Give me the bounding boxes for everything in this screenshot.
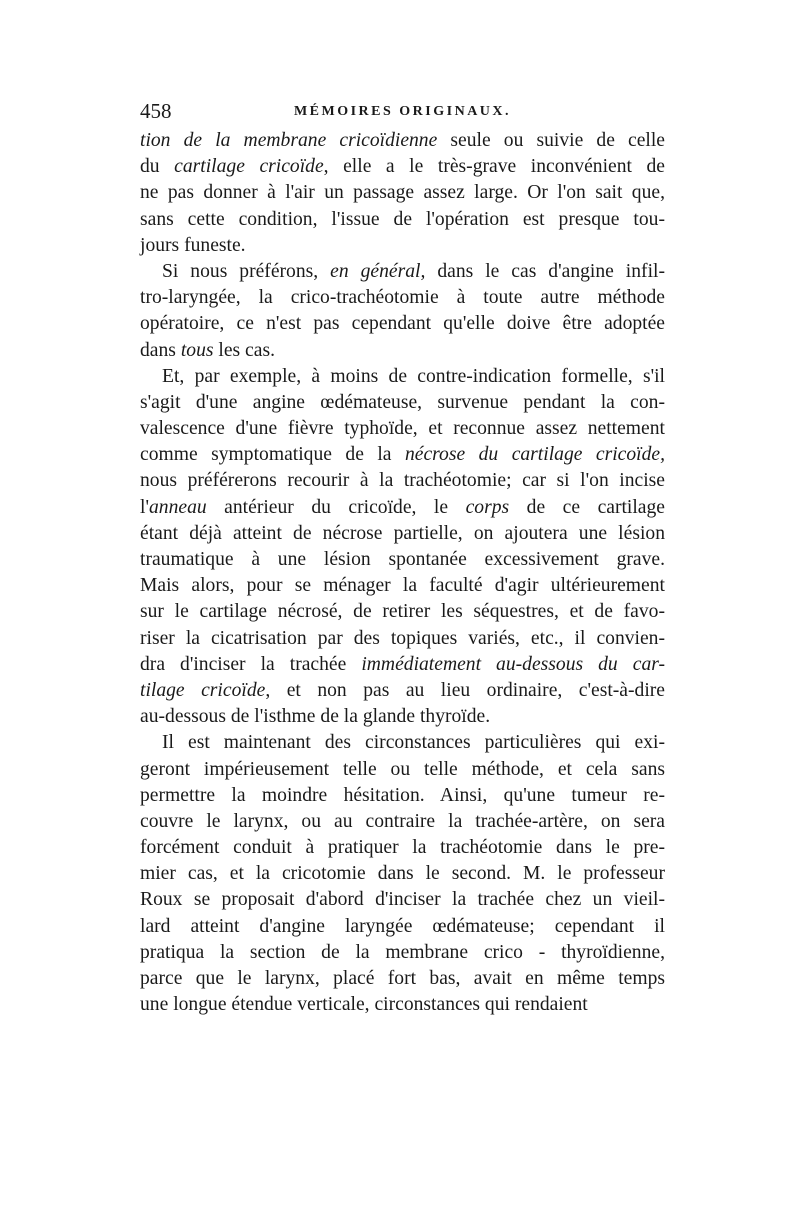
text-line — [140, 259, 665, 285]
text-line — [140, 992, 665, 1018]
text-line — [140, 626, 665, 652]
text-run: sur le cartilage nécrosé, de retirer les séquestres, et de favo- — [140, 601, 665, 623]
text-run: pratiqua la section de la membrane crico - thyroïdienne, — [140, 941, 665, 963]
text-run: étant déjà atteint de nécrose partielle, on ajoutera une lésion — [140, 522, 665, 544]
italic-text: immédiatement au-dessous du car- — [361, 653, 665, 675]
text-line — [140, 495, 665, 521]
text-line — [140, 468, 665, 494]
text-line — [140, 678, 665, 704]
text-run: parce que le larynx, placé fort bas, avait en même temps — [140, 968, 665, 989]
page-number: 458 — [140, 99, 172, 123]
text-run: l' — [140, 496, 149, 518]
text-line — [140, 338, 665, 364]
text-line — [140, 599, 665, 625]
text-line — [140, 390, 665, 416]
italic-text: en général, — [330, 260, 426, 282]
text-run: Et, par exemple, à moins de contre-indication formelle, s'il — [162, 365, 665, 387]
text-run: s'agit d'une angine œdémateuse, survenue pendant la con- — [140, 391, 665, 413]
text-run: les cas. — [213, 339, 275, 361]
text-run: dans — [140, 339, 181, 361]
text-run: permettre la moindre hésitation. Ainsi, qu'une tumeur re- — [140, 784, 665, 806]
text-run: du — [140, 156, 175, 178]
text-run: ne pas donner à l'air un passage assez large. Or l'on sait que, — [140, 182, 665, 204]
text-run: nous préférerons recourir à la trachéotomie; car si l'on incise — [140, 470, 665, 492]
text-run: riser la cicatrisation par des topiques variés, etc., il convien- — [140, 627, 665, 649]
text-line — [140, 940, 665, 966]
text-line — [140, 966, 665, 992]
italic-text: nécrose du cartilage cricoïde, — [404, 444, 665, 466]
italic-text: corps — [465, 496, 510, 518]
text-line — [140, 154, 665, 180]
text-line — [140, 416, 665, 442]
text-line — [140, 180, 665, 206]
text-line — [140, 207, 665, 233]
text-run: de ce cartilage — [509, 496, 666, 518]
italic-text: tous — [180, 339, 214, 361]
text-run: mier cas, et la cricotomie dans le second. M. le professeur — [140, 863, 665, 885]
text-line — [140, 835, 665, 861]
text-line — [140, 887, 665, 913]
text-run: antérieur du cricoïde, le — [206, 496, 466, 518]
paragraph — [140, 128, 665, 259]
text-run: Roux se proposait d'abord d'inciser la trachée chez un vieil- — [140, 889, 665, 911]
text-line — [140, 521, 665, 547]
text-run: comme symptomatique de la — [140, 444, 405, 466]
text-run: une longue étendue verticale, circonstances qui rendaient — [140, 994, 588, 1016]
text-run: valescence d'une fièvre typhoïde, et reconnue assez nettement — [140, 418, 665, 440]
text-line — [140, 757, 665, 783]
paragraph — [140, 259, 665, 364]
text-run: Il est maintenant des circonstances particulières qui exi- — [162, 732, 665, 754]
text-run: lard atteint d'angine laryngée œdémateuse; cependant il — [140, 915, 665, 937]
text-run: traumatique à une lésion spontanée excessivement grave. — [140, 549, 665, 570]
paragraph — [140, 730, 665, 1018]
text-line — [140, 364, 665, 390]
text-line — [140, 809, 665, 835]
text-line — [140, 442, 665, 468]
text-line — [140, 652, 665, 678]
text-run: forcément conduit à pratiquer la trachéotomie dans le pre- — [140, 837, 665, 859]
text-run: couvre le larynx, ou au contraire la trachée-artère, on sera — [140, 810, 665, 832]
text-line — [140, 285, 665, 311]
text-line — [140, 914, 665, 940]
italic-text: tilage cricoïde — [140, 679, 266, 701]
paragraph — [140, 364, 665, 731]
text-line — [140, 547, 665, 573]
page-header — [140, 96, 665, 126]
text-line — [140, 573, 665, 599]
text-line — [140, 783, 665, 809]
text-run: , elle a le très-grave inconvénient de — [323, 156, 666, 178]
text-line — [140, 704, 665, 730]
text-line — [140, 233, 665, 259]
text-line — [140, 128, 665, 154]
text-run: Si nous préférons, — [162, 260, 331, 282]
text-line — [140, 730, 665, 756]
text-run: opératoire, ce n'est pas cependant qu'elle doive être adoptée — [140, 313, 665, 335]
text-run: dra d'inciser la trachée — [140, 653, 362, 675]
running-title: MÉMOIRES ORIGINAUX. — [293, 104, 512, 119]
body-text — [140, 128, 665, 1018]
text-run: geront impérieusement telle ou telle méthode, et cela sans — [140, 758, 665, 780]
text-run: sans cette condition, l'issue de l'opération est presque tou- — [140, 208, 665, 230]
italic-text: tion de la membrane cricoïdienne — [140, 130, 438, 151]
text-line — [140, 861, 665, 887]
italic-text: cartilage cricoïde — [174, 156, 324, 178]
text-run: Mais alors, pour se ménager la faculté d'agir ultérieurement — [140, 575, 665, 597]
text-line — [140, 311, 665, 337]
text-run: , et non pas au lieu ordinaire, c'est-à-dire — [265, 679, 665, 701]
text-run: au-dessous de l'isthme de la glande thyroïde. — [140, 706, 491, 728]
italic-text: anneau — [148, 496, 207, 518]
text-run: tro-laryngée, la crico-trachéotomie à toute autre méthode — [140, 287, 665, 309]
text-run: dans le cas d'angine infil- — [425, 260, 665, 282]
text-run: jours funeste. — [140, 234, 246, 256]
text-run: seule ou suivie de celle — [437, 130, 665, 151]
